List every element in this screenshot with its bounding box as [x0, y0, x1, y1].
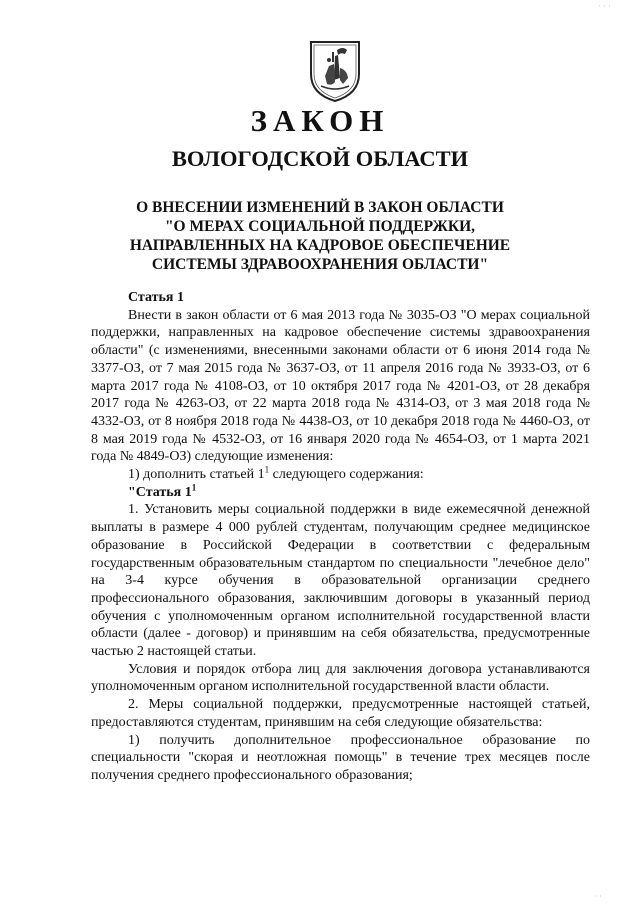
coat-of-arms-icon [307, 38, 363, 104]
item1-prefix: 1) дополнить статьей 1 [128, 467, 265, 483]
scan-mark: · · [594, 892, 602, 901]
article-intro: Внести в закон области от 6 мая 2013 года № 3035-ОЗ "О мерах социальной поддержки, направленных на кадровое обеспечение системы здравоохранения области" (с изменениями, внесенными законами области от 6 июня 2014 года № 3377-ОЗ, от 7 мая 2015 года № 3637-ОЗ, от 11 апреля 2016 года № 3933-ОЗ, от 6 марта 2017 года № 4108-ОЗ, от 10 октября 2017 года № 4201-ОЗ, от 28 декабря 2017 года № 4263-ОЗ, от 22 марта 2018 года № 4314-ОЗ, от 3 мая 2018 года № 4332-ОЗ, от 8 ноября 2018 года № 4438-ОЗ, от 10 декабря 2018 года № 4460-ОЗ, от 8 мая 2019 года № 4532-ОЗ, от 16 января 2020 года № 4654-ОЗ, от 1 марта 2021 года № 4849-ОЗ) следующие изменения: [91, 307, 590, 465]
paragraph-2: Условия и порядок отбора лиц для заключения договора устанавливаются уполномоченным органом исполнительной государственной власти области. [91, 661, 590, 695]
new-article-heading [91, 484, 590, 502]
amendment-item-1 [91, 466, 590, 484]
new-article-sup: 1 [191, 482, 197, 493]
subject-line: СИСТЕМЫ ЗДРАВООХРАНЕНИЯ ОБЛАСТИ" [151, 256, 489, 273]
item1-suffix: следующего содержания: [269, 467, 424, 483]
article-heading: Статья 1 [128, 290, 184, 305]
item1-sup: 1 [264, 464, 270, 475]
law-title: ЗАКОН [250, 103, 390, 138]
paragraph-3: 2. Меры социальной поддержки, предусмотренные настоящей статьей, предоставляются студентам, принявшим на себя следующие обязательства: [91, 697, 590, 730]
region-title: ВОЛОГОДСКОЙ ОБЛАСТИ [171, 146, 469, 171]
subject-line: "О МЕРАХ СОЦИАЛЬНОЙ ПОДДЕРЖКИ, [164, 218, 476, 235]
subject-line: О ВНЕСЕНИИ ИЗМЕНЕНИЙ В ЗАКОН ОБЛАСТИ [136, 199, 504, 216]
law-body [91, 289, 590, 785]
scan-mark: · · · [598, 2, 611, 11]
paragraph-1: 1. Установить меры социальной поддержки в виде ежемесячной денежной выплаты в размере 4 000 рублей студентам, получающим среднее медицинское образование в Российской Федерации в соответствии с федеральным государственным образовательным стандартом по специальности "лечебное дело" на 3-4 курсе обучения в образовательной организации среднего профессионального образования, заключившим договоры в указанный период обучения с уполномоченным органом исполнительной государственной власти области (далее - договор) и принявшим на себя обязательства, предусмотренные частью 2 настоящей статьи. [91, 502, 590, 660]
new-article-prefix: "Статья 1 [128, 484, 192, 500]
law-subject [70, 198, 570, 274]
subject-line: НАПРАВЛЕННЫХ НА КАДРОВОЕ ОБЕСПЕЧЕНИЕ [129, 237, 511, 254]
paragraph-4: 1) получить дополнительное профессиональное образование по специальности "скорая и неотложная помощь" в течение трех месяцев после получения среднего профессионального образования; [91, 732, 590, 783]
